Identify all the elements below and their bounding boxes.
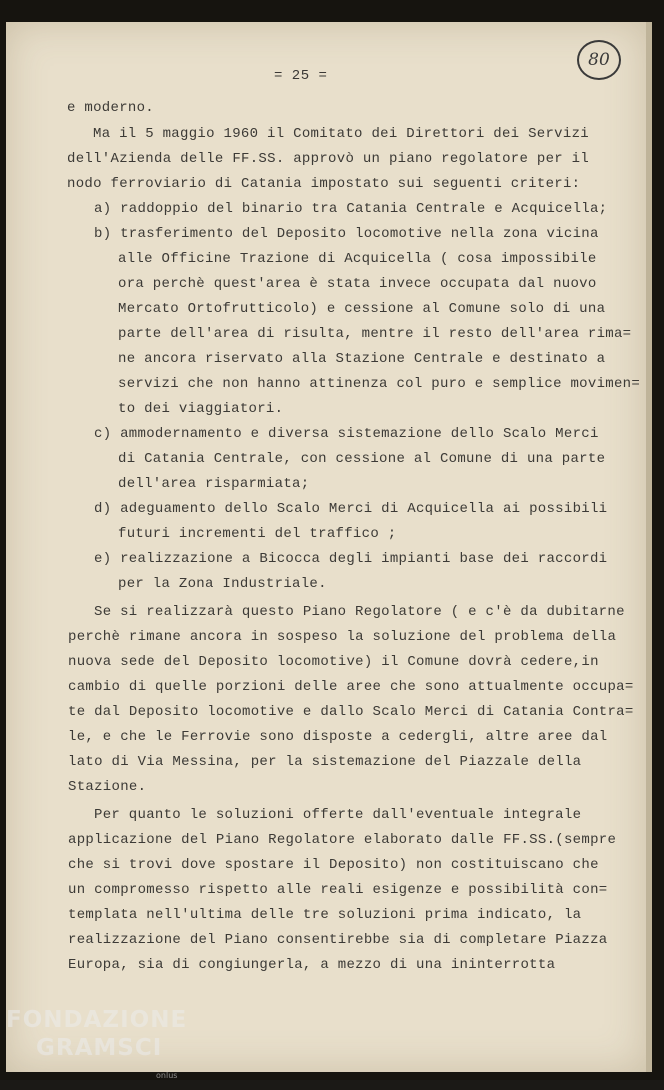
text-line: Mercato Ortofrutticolo) e cessione al Comune solo di una — [118, 301, 606, 317]
text-line: nuova sede del Deposito locomotive) il Comune dovrà cedere,in — [68, 654, 599, 670]
text-line: Ma il 5 maggio 1960 il Comitato dei Direttori dei Servizi — [93, 126, 589, 142]
text-line: servizi che non hanno attinenza col puro e semplice movimen= — [118, 376, 641, 392]
text-line: Europa, sia di congiungerla, a mezzo di una ininterrotta — [68, 957, 556, 973]
watermark-logo — [6, 1006, 188, 1080]
text-line: dell'area risparmiata; — [118, 476, 310, 492]
watermark-small: onlus — [156, 1071, 178, 1080]
archive-stamp — [577, 40, 621, 80]
text-line: c) ammodernamento e diversa sistemazione dello Scalo Merci — [94, 426, 599, 442]
text-line: parte dell'area di risulta, mentre il resto dell'area rima= — [118, 326, 632, 342]
text-line: to dei viaggiatori. — [118, 401, 284, 417]
text-line: e) realizzazione a Bicocca degli impianti base dei raccordi — [94, 551, 608, 567]
watermark-line1: FONDAZIONE — [6, 1007, 188, 1033]
text-line: di Catania Centrale, con cessione al Comune di una parte — [118, 451, 606, 467]
text-line: realizzazione del Piano consentirebbe sia di completare Piazza — [68, 932, 608, 948]
text-line: Se si realizzarà questo Piano Regolatore ( e c'è da dubitarne — [94, 604, 625, 620]
text-line: che si trovi dove spostare il Deposito) non costituiscano che — [68, 857, 599, 873]
text-line: perchè rimane ancora in sospeso la soluzione del problema della — [68, 629, 617, 645]
text-line: cambio di quelle porzioni delle aree che sono attualmente occupa= — [68, 679, 634, 695]
text-line: templata nell'ultima delle tre soluzioni prima indicato, la — [68, 907, 582, 923]
text-line: te dal Deposito locomotive e dallo Scalo Merci di Catania Contra= — [68, 704, 634, 720]
watermark-line2: GRAMSCI — [36, 1035, 163, 1061]
page-edge — [646, 22, 652, 1072]
stamp-number: 80 — [588, 50, 610, 70]
text-line: futuri incrementi del traffico ; — [118, 526, 397, 542]
text-line: lato di Via Messina, per la sistemazione del Piazzale della — [68, 754, 582, 770]
text-line: un compromesso rispetto alle reali esigenze e possibilità con= — [68, 882, 608, 898]
text-line: le, e che le Ferrovie sono disposte a cedergli, altre aree dal — [68, 729, 608, 745]
text-line: ora perchè quest'area è stata invece occupata dal nuovo — [118, 276, 597, 292]
text-line: b) trasferimento del Deposito locomotive nella zona vicina — [94, 226, 599, 242]
page-number: = 25 = — [274, 68, 328, 84]
text-line: e moderno. — [67, 100, 155, 116]
text-line: Per quanto le soluzioni offerte dall'eventuale integrale — [94, 807, 582, 823]
text-line: a) raddoppio del binario tra Catania Centrale e Acquicella; — [94, 201, 608, 217]
text-line: Stazione. — [68, 779, 147, 795]
text-line: d) adeguamento dello Scalo Merci di Acquicella ai possibili — [94, 501, 608, 517]
text-line: nodo ferroviario di Catania impostato sui seguenti criteri: — [67, 176, 581, 192]
text-line: ne ancora riservato alla Stazione Centrale e destinato a — [118, 351, 606, 367]
text-line: per la Zona Industriale. — [118, 576, 327, 592]
text-line: alle Officine Trazione di Acquicella ( cosa impossibile — [118, 251, 597, 267]
text-line: dell'Azienda delle FF.SS. approvò un piano regolatore per il — [67, 151, 590, 167]
text-line: applicazione del Piano Regolatore elaborato dalle FF.SS.(sempre — [68, 832, 617, 848]
